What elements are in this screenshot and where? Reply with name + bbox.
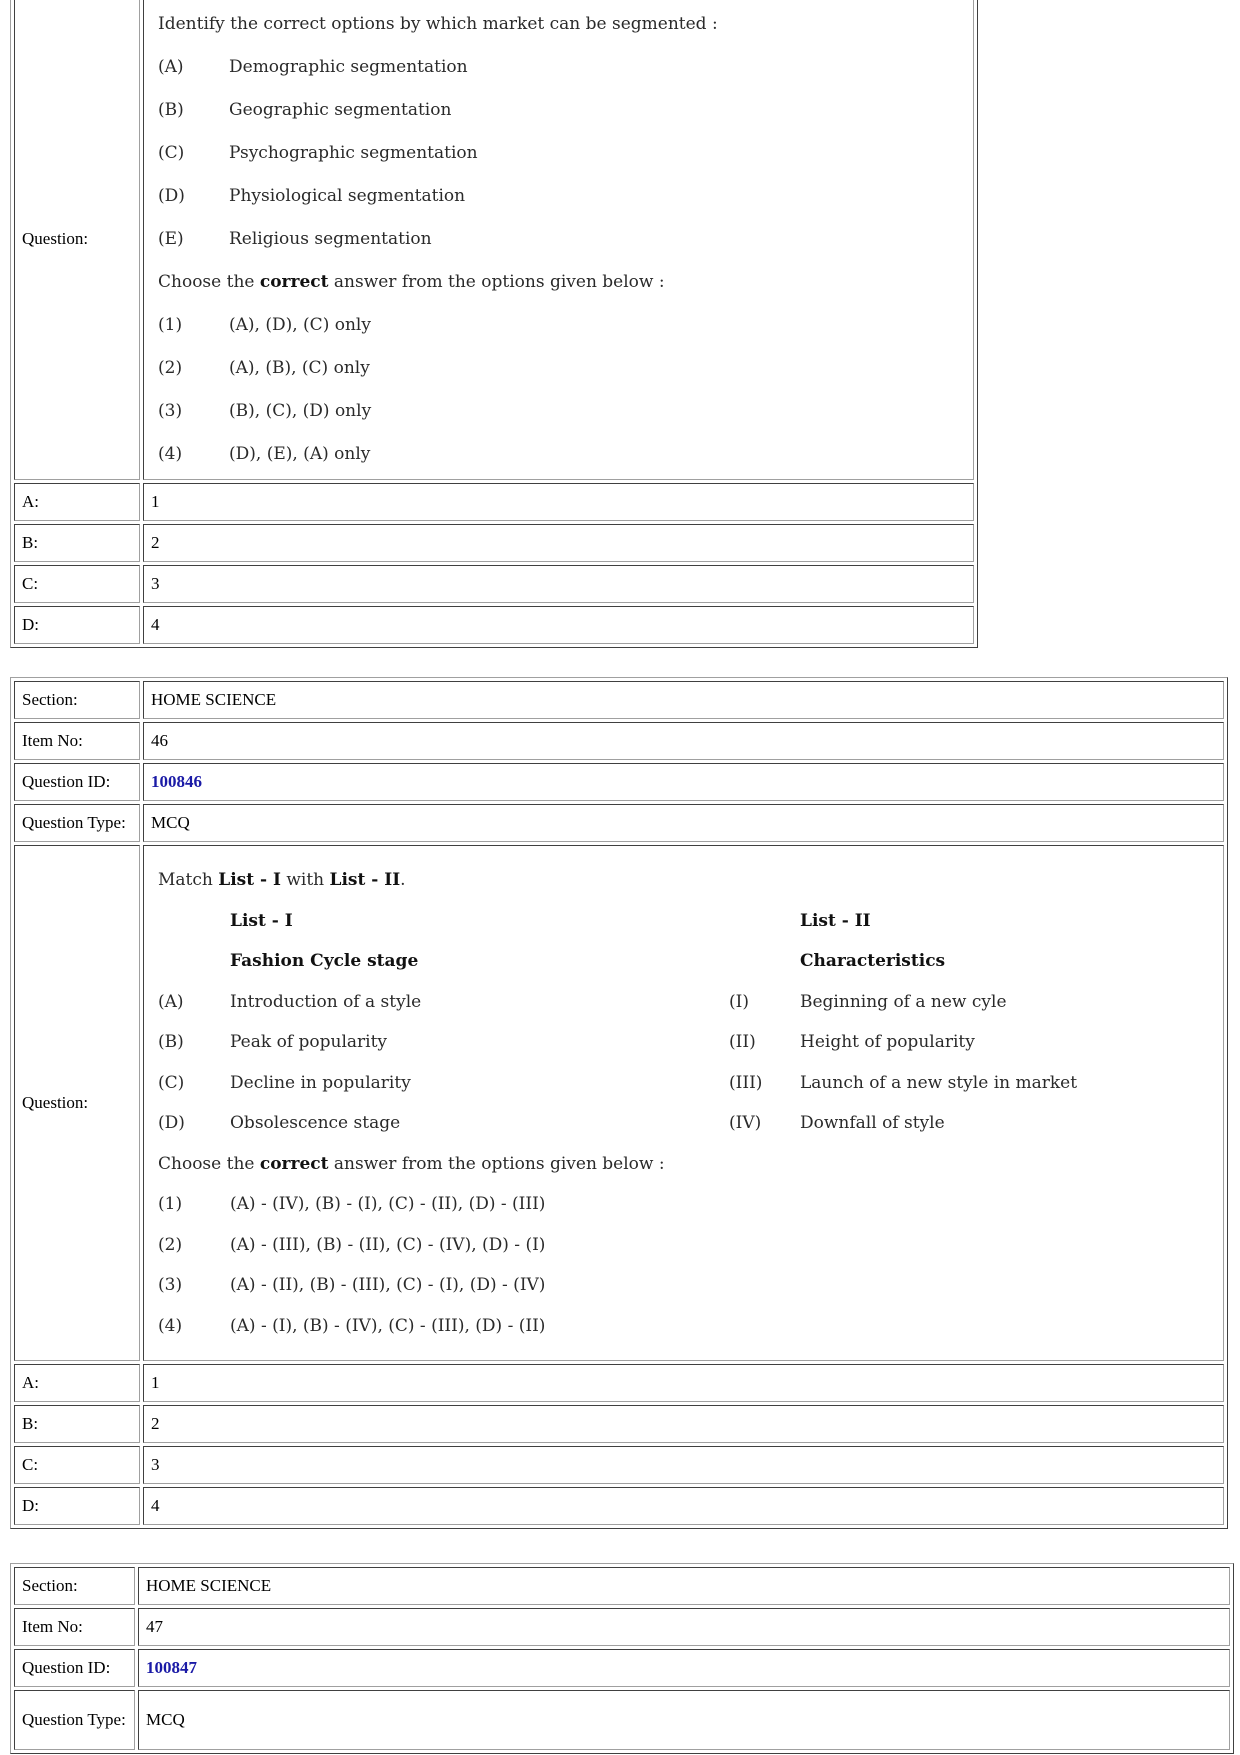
instruction: Choose the correct answer from the options given below : bbox=[158, 1153, 665, 1174]
option-label: A: bbox=[14, 1364, 140, 1402]
statement-a: (A) Demographic segmentation bbox=[158, 56, 468, 77]
statement-d: (D) Physiological segmentation bbox=[158, 185, 466, 206]
option-row-b bbox=[14, 524, 974, 562]
question-id-value: 100846 bbox=[143, 763, 1224, 801]
question-type-label: Question Type: bbox=[14, 1690, 135, 1750]
question-id-value: 100847 bbox=[138, 1649, 1230, 1687]
option-row-c bbox=[14, 565, 974, 603]
option-value: 2 bbox=[143, 1405, 1224, 1443]
option-label: C: bbox=[14, 1446, 140, 1484]
section-label: Section: bbox=[14, 681, 140, 719]
option-value: 4 bbox=[143, 606, 974, 644]
match-stem: Match List - I with List - II. bbox=[158, 870, 406, 890]
option-label: B: bbox=[14, 524, 140, 562]
question-id-label: Question ID: bbox=[14, 1649, 135, 1687]
question-id-row bbox=[14, 763, 1224, 801]
question-label: Question: bbox=[14, 0, 140, 480]
choice-2: (2) (A) - (III), (B) - (II), (C) - (IV), (D) - (I) bbox=[158, 1234, 546, 1255]
question-type-row bbox=[14, 804, 1224, 842]
question-id-row bbox=[14, 1649, 1230, 1687]
question-type-value: MCQ bbox=[143, 804, 1224, 842]
option-row-c bbox=[14, 1446, 1224, 1484]
item-no-row bbox=[14, 1608, 1230, 1646]
option-row-d bbox=[14, 606, 974, 644]
choice-3: (3) (B), (C), (D) only bbox=[158, 400, 372, 421]
choice-1: (1) (A) - (IV), (B) - (I), (C) - (II), (D) - (III) bbox=[158, 1194, 546, 1214]
question-label: Question: bbox=[14, 845, 140, 1361]
question-id-label: Question ID: bbox=[14, 763, 140, 801]
question-47-table bbox=[10, 1563, 1234, 1754]
option-row-a bbox=[14, 1364, 1224, 1402]
section-label: Section: bbox=[14, 1567, 135, 1605]
choice-1: (1) (A), (D), (C) only bbox=[158, 314, 371, 335]
choice-2: (2) (A), (B), (C) only bbox=[158, 357, 370, 378]
question-45-table bbox=[10, 0, 978, 648]
option-value: 3 bbox=[143, 1446, 1224, 1484]
item-no-row bbox=[14, 722, 1224, 760]
match-row-d: (D) Obsolescence stage (IV) Downfall of style bbox=[158, 1113, 945, 1133]
option-label: D: bbox=[14, 1487, 140, 1525]
item-no-value: 47 bbox=[138, 1608, 1230, 1646]
item-no-value: 46 bbox=[143, 722, 1224, 760]
match-row-a: (A) Introduction of a style (I) Beginning of a new cyle bbox=[158, 991, 1007, 1012]
question-type-value: MCQ bbox=[138, 1690, 1230, 1750]
option-row-a bbox=[14, 483, 974, 521]
match-row-b: (B) Peak of popularity (II) Height of popularity bbox=[158, 1032, 975, 1052]
statement-b: (B) Geographic segmentation bbox=[158, 99, 452, 120]
option-label: D: bbox=[14, 606, 140, 644]
list-titles: List - I List - II bbox=[230, 910, 871, 931]
option-row-d bbox=[14, 1487, 1224, 1525]
section-row bbox=[14, 1567, 1230, 1605]
item-no-label: Item No: bbox=[14, 722, 140, 760]
option-row-b bbox=[14, 1405, 1224, 1443]
option-value: 1 bbox=[143, 1364, 1224, 1402]
list-subtitles: Fashion Cycle stage Characteristics bbox=[230, 951, 946, 971]
option-value: 3 bbox=[143, 565, 974, 603]
match-row-c: (C) Decline in popularity (III) Launch of a new style in market bbox=[158, 1072, 1078, 1093]
question-body bbox=[143, 845, 1224, 1361]
option-value: 4 bbox=[143, 1487, 1224, 1525]
section-value: HOME SCIENCE bbox=[143, 681, 1224, 719]
choice-3: (3) (A) - (II), (B) - (III), (C) - (I), (D) - (IV) bbox=[158, 1275, 546, 1295]
choice-4: (4) (A) - (I), (B) - (IV), (C) - (III), (D) - (II) bbox=[158, 1315, 546, 1336]
item-no-label: Item No: bbox=[14, 1608, 135, 1646]
question-body bbox=[143, 0, 974, 480]
instruction: Choose the correct answer from the options given below : bbox=[158, 271, 665, 292]
question-type-row bbox=[14, 1690, 1230, 1750]
question-stem: Identify the correct options by which market can be segmented : bbox=[158, 13, 718, 34]
question-46-table bbox=[10, 677, 1228, 1529]
choice-4: (4) (D), (E), (A) only bbox=[158, 443, 371, 464]
option-label: A: bbox=[14, 483, 140, 521]
option-value: 1 bbox=[143, 483, 974, 521]
statement-c: (C) Psychographic segmentation bbox=[158, 142, 478, 163]
question-type-label: Question Type: bbox=[14, 804, 140, 842]
statement-e: (E) Religious segmentation bbox=[158, 228, 432, 249]
option-label: C: bbox=[14, 565, 140, 603]
section-value: HOME SCIENCE bbox=[138, 1567, 1230, 1605]
section-row bbox=[14, 681, 1224, 719]
option-value: 2 bbox=[143, 524, 974, 562]
option-label: B: bbox=[14, 1405, 140, 1443]
